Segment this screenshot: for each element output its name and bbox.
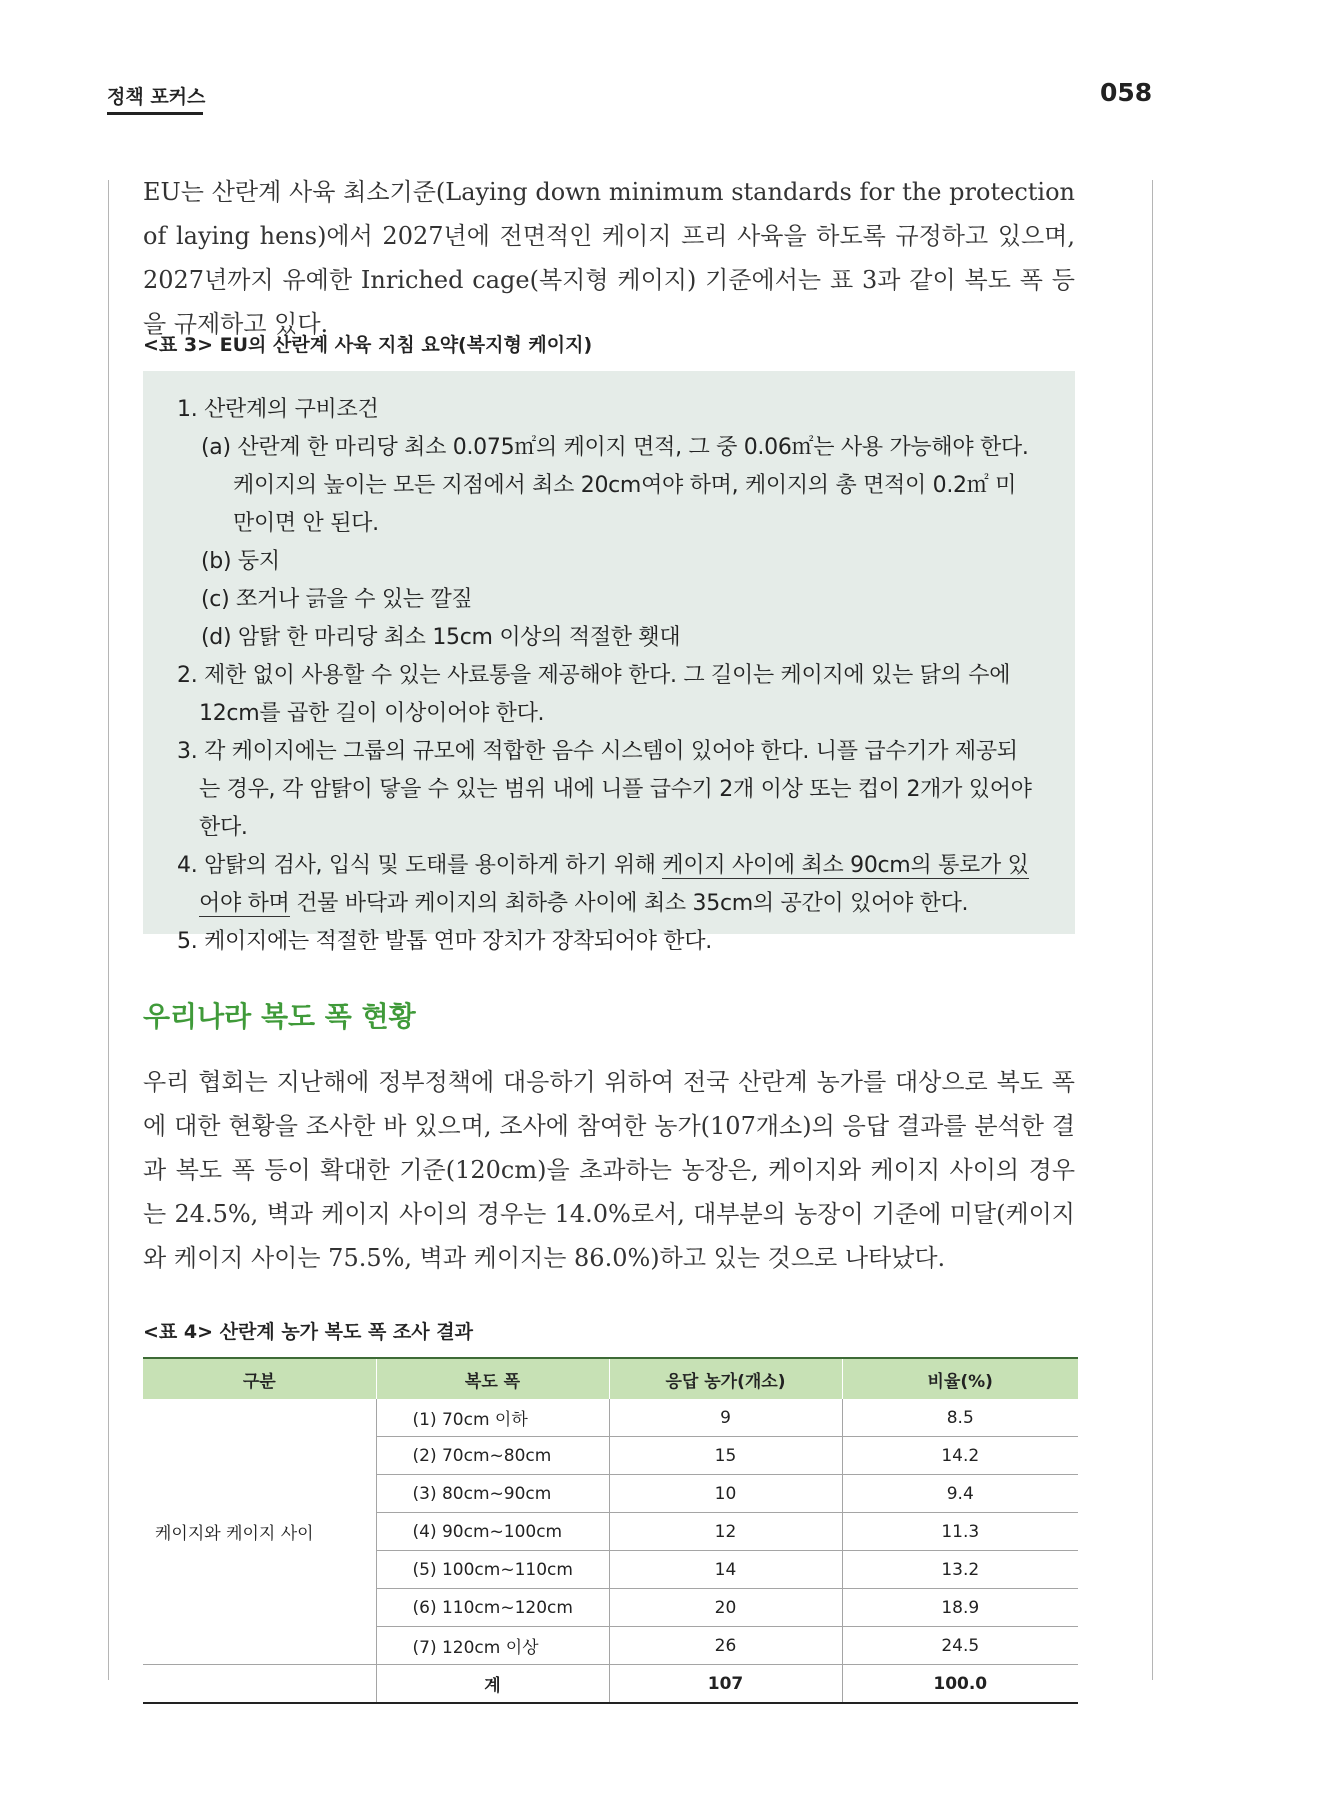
ratio-cell: 14.2 <box>842 1437 1078 1475</box>
intro-paragraph: EU는 산란계 사육 최소기준(Laying down minimum standards for the protection of laying hens)에서 2027년에 전면적인 케이지 프리 사육을 하도록 규정하고 있으며, 2027년까지 유예한 Inriched cage(복지형 케이지) 기준에서는 표 3과 같이 복도 폭 등을 규제하고 있다. <box>143 178 1075 338</box>
table3-item-1b: (b) 둥지 <box>201 549 280 574</box>
ratio-cell: 24.5 <box>842 1627 1078 1665</box>
farms-cell: 26 <box>609 1627 842 1665</box>
farms-cell: 12 <box>609 1513 842 1551</box>
table3-item-4-start: 4. 암탉의 검사, 입식 및 도태를 용이하게 하기 위해 <box>177 853 663 878</box>
section-title: 우리나라 복도 폭 현황 <box>143 1000 416 1033</box>
table3-item-1c: (c) 쪼거나 긁을 수 있는 깔짚 <box>201 587 473 612</box>
table4-caption: <표 4> 산란계 농가 복도 폭 조사 결과 <box>143 1321 473 1343</box>
table3-caption: <표 3> EU의 산란계 사육 지침 요약(복지형 케이지) <box>143 334 593 356</box>
table3-item-3: 3. 각 케이지에는 그룹의 규모에 적합한 음수 시스템이 있어야 한다. 니플 급수기가 제공되는 경우, 각 암탉이 닿을 수 있는 범위 내에 니플 급수기 2개 이상 또는 컵이 2개가 있어야 한다. <box>177 739 1032 840</box>
width-cell: (2) 70cm~80cm <box>376 1437 609 1475</box>
table3-item-2: 2. 제한 없이 사용할 수 있는 사료통을 제공해야 한다. 그 길이는 케이지에 있는 닭의 수에 12cm를 곱한 길이 이상이어야 한다. <box>177 663 1011 726</box>
ratio-cell: 18.9 <box>842 1589 1078 1627</box>
header-underline <box>107 112 203 115</box>
table3-list <box>143 371 1075 961</box>
table3-item-4 <box>177 847 1035 923</box>
table3-item-4-end: 건물 바닥과 케이지의 최하층 사이에 최소 35cm의 공간이 있어야 한다. <box>289 891 969 916</box>
total-farms: 107 <box>609 1665 842 1704</box>
farms-cell: 15 <box>609 1437 842 1475</box>
total-label: 계 <box>376 1665 609 1704</box>
ratio-cell: 13.2 <box>842 1551 1078 1589</box>
farms-cell: 9 <box>609 1399 842 1437</box>
width-cell: (4) 90cm~100cm <box>376 1513 609 1551</box>
width-cell: (6) 110cm~120cm <box>376 1589 609 1627</box>
table3-item-4-underlined: 케이지 사이에 최소 90cm의 통로가 있어야 하며 <box>199 853 1029 916</box>
left-margin-line <box>108 180 109 1680</box>
table-row <box>143 1399 1078 1437</box>
table3-item-1: 1. 산란계의 구비조건 <box>177 397 379 422</box>
table-total-row <box>143 1665 1078 1704</box>
table4-header-row <box>143 1358 1078 1399</box>
col-header-category: 구분 <box>143 1358 376 1399</box>
body-paragraph: 우리 협회는 지난해에 정부정책에 대응하기 위하여 전국 산란계 농가를 대상으로 복도 폭에 대한 현황을 조사한 바 있으며, 조사에 참여한 농가(107개소)의 응답 결과를 분석한 결과 복도 폭 등이 확대한 기준(120cm)을 초과하는 농장은, 케이지와 케이지 사이의 경우는 24.5%, 벽과 케이지 사이의 경우는 14.0%로서, 대부분의 농장이 기준에 미달(케이지와 케이지 사이는 75.5%, 벽과 케이지는 86.0%)하고 있는 것으로 나타났다. <box>143 1068 1075 1272</box>
farms-cell: 10 <box>609 1475 842 1513</box>
col-header-farms: 응답 농가(개소) <box>609 1358 842 1399</box>
ratio-cell: 8.5 <box>842 1399 1078 1437</box>
width-cell: (3) 80cm~90cm <box>376 1475 609 1513</box>
width-cell: (7) 120cm 이상 <box>376 1627 609 1665</box>
ratio-cell: 11.3 <box>842 1513 1078 1551</box>
width-cell: (1) 70cm 이하 <box>376 1399 609 1437</box>
group-label: 케이지와 케이지 사이 <box>143 1399 376 1665</box>
col-header-width: 복도 폭 <box>376 1358 609 1399</box>
table3-item-1d: (d) 암탉 한 마리당 최소 15cm 이상의 적절한 횃대 <box>201 625 681 650</box>
total-empty-cell <box>143 1665 376 1704</box>
farms-cell: 20 <box>609 1589 842 1627</box>
section-label: 정책 포커스 <box>107 86 206 108</box>
table4 <box>143 1357 1078 1704</box>
col-header-ratio: 비율(%) <box>842 1358 1078 1399</box>
total-ratio: 100.0 <box>842 1665 1078 1704</box>
page-number: 058 <box>1100 78 1153 107</box>
width-cell: (5) 100cm~110cm <box>376 1551 609 1589</box>
right-margin-line <box>1152 180 1153 1680</box>
farms-cell: 14 <box>609 1551 842 1589</box>
ratio-cell: 9.4 <box>842 1475 1078 1513</box>
table3-box <box>143 371 1075 954</box>
table3-item-5: 5. 케이지에는 적절한 발톱 연마 장치가 장착되어야 한다. <box>177 929 712 954</box>
table3-item-1a: (a) 산란계 한 마리당 최소 0.075㎡의 케이지 면적, 그 중 0.06㎡는 사용 가능해야 한다. 케이지의 높이는 모든 지점에서 최소 20cm여야 하며, 케이지의 총 면적이 0.2㎡ 미만이면 안 된다. <box>201 435 1029 536</box>
